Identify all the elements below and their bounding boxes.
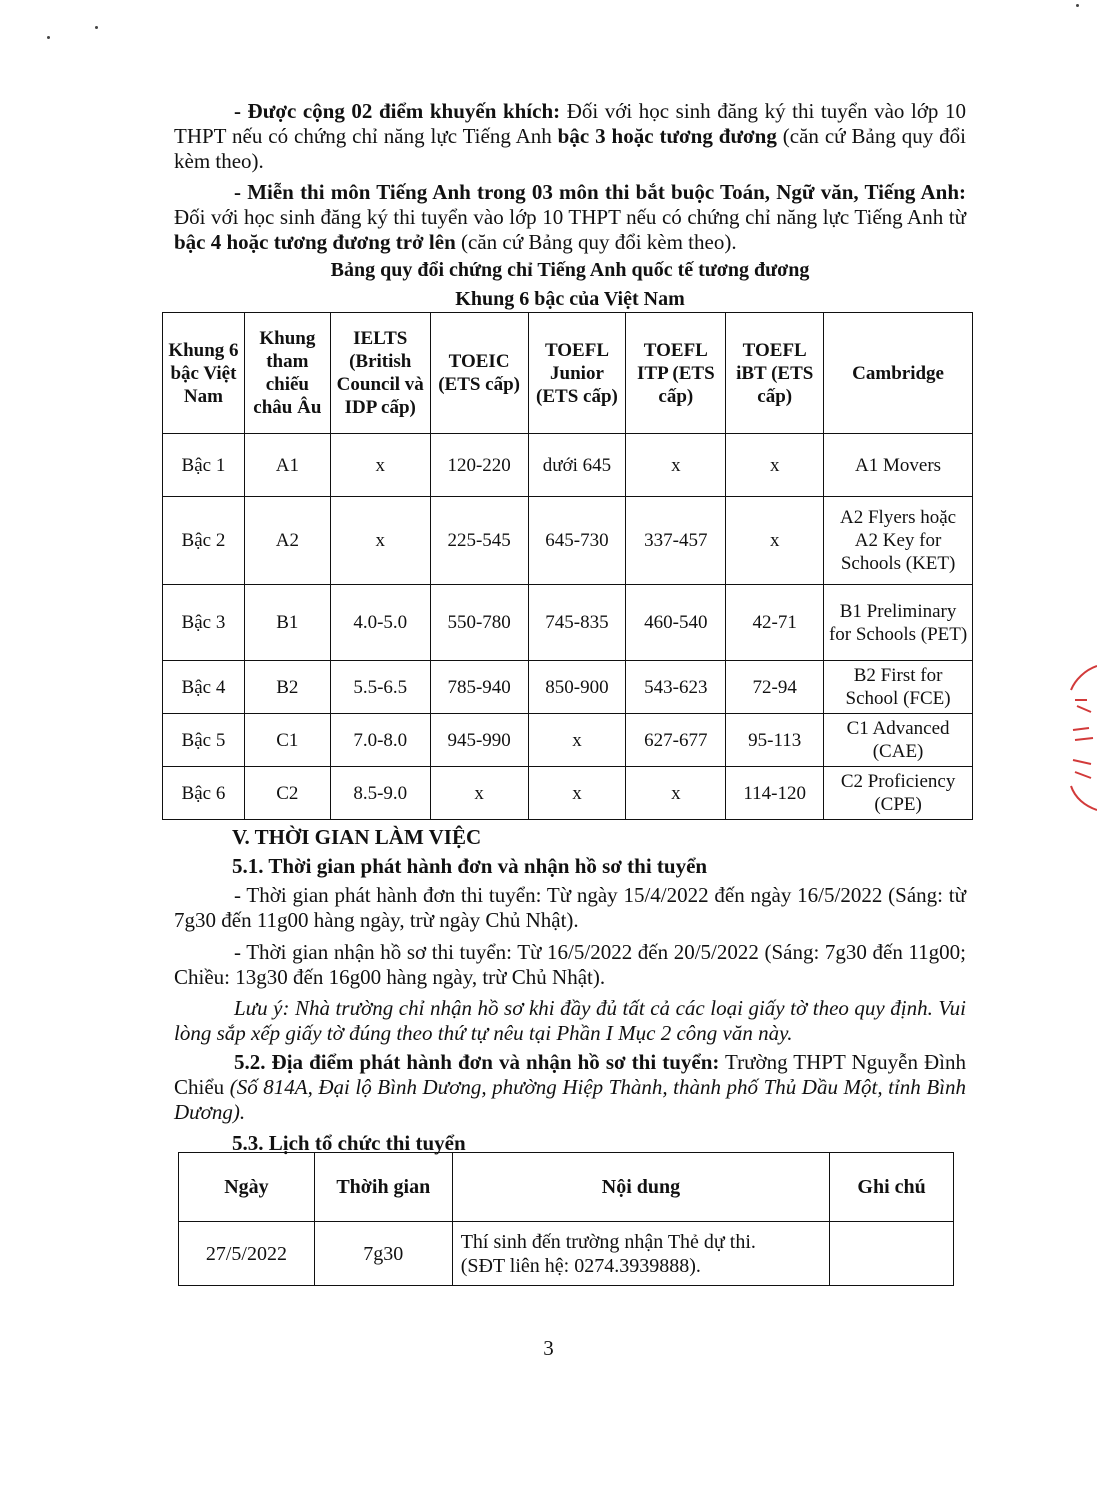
- table-cell: 120-220: [430, 434, 528, 497]
- content-line: Thí sinh đến trường nhận Thẻ dự thi.: [460, 1230, 756, 1253]
- table-cell: x: [528, 767, 626, 820]
- table-cell: B2: [244, 661, 330, 714]
- table-title-line1: Bảng quy đổi chứng chỉ Tiếng Anh quốc tế tương đương: [330, 259, 810, 281]
- header-cell: TOEFL ITP (ETS cấp): [626, 313, 726, 434]
- page-number: 3: [543, 1336, 554, 1360]
- table-cell: 225-545: [430, 497, 528, 585]
- stamp-fragment-icon: [1057, 660, 1097, 820]
- table-cell: B1: [244, 585, 330, 661]
- table-cell: B1 Preliminary for Schools (PET): [824, 585, 973, 661]
- table-cell: 745-835: [528, 585, 626, 661]
- table-cell: 543-623: [626, 661, 726, 714]
- table-cell: x: [626, 767, 726, 820]
- section-5-3-title: 5.3. Lịch tổ chức thi tuyển: [232, 1131, 466, 1155]
- table-cell: x: [726, 434, 824, 497]
- table-cell: 72-94: [726, 661, 824, 714]
- paragraph-bonus-points: - Được cộng 02 điểm khuyến khích: Đối với học sinh đăng ký thi tuyển vào lớp 10 THPT nếu có chứng chỉ năng lực Tiếng Anh bậc 3 hoặc tương đương (căn cứ Bảng quy đổi kèm theo).: [174, 99, 966, 173]
- paragraph-exemption: - Miễn thi môn Tiếng Anh trong 03 môn thi bắt buộc Toán, Ngữ văn, Tiếng Anh: Đối với học sinh đăng ký thi tuyển vào lớp 10 THPT nếu có chứng chỉ năng lực Tiếng Anh từ bậc 4 hoặc tương đương trở lên (căn cứ Bảng quy đổi kèm theo).: [174, 180, 966, 254]
- table-cell: 8.5-9.0: [330, 767, 430, 820]
- table-row: [179, 1222, 954, 1286]
- table-cell: 337-457: [626, 497, 726, 585]
- header-cell-note: Ghi chú: [830, 1153, 954, 1222]
- table-cell: Bậc 3: [163, 585, 245, 661]
- table-cell: 627-677: [626, 714, 726, 767]
- header-cell-time: Thờih gian: [314, 1153, 452, 1222]
- table-cell: Bậc 4: [163, 661, 245, 714]
- header-cell: Cambridge: [824, 313, 973, 434]
- scan-speck: [47, 36, 50, 39]
- table-cell: 460-540: [626, 585, 726, 661]
- table-header-row: [163, 313, 973, 434]
- table-cell: C2 Proficiency (CPE): [824, 767, 973, 820]
- header-cell: TOEIC (ETS cấp): [430, 313, 528, 434]
- date-cell: 27/5/2022: [179, 1222, 315, 1286]
- table-cell: x: [330, 497, 430, 585]
- table-cell: dưới 645: [528, 434, 626, 497]
- table-cell: 785-940: [430, 661, 528, 714]
- table-cell: A2: [244, 497, 330, 585]
- table-row: [163, 585, 973, 661]
- section-5-1-title: 5.1. Thời gian phát hành đơn và nhận hồ sơ thi tuyển: [232, 854, 708, 878]
- table-cell: x: [330, 434, 430, 497]
- header-cell: IELTS (British Council và IDP cấp): [330, 313, 430, 434]
- table-cell: 95-113: [726, 714, 824, 767]
- paragraph-receive-time: - Thời gian nhận hồ sơ thi tuyển: Từ 16/5/2022 đến 20/5/2022 (Sáng: 7g30 đến 11g00; Chiều: 13g30 đến 16g00 hàng ngày, trừ Chủ Nhật).: [174, 940, 966, 989]
- table-cell: x: [430, 767, 528, 820]
- scan-speck: [1076, 4, 1079, 7]
- table-row: [163, 497, 973, 585]
- table-cell: A1: [244, 434, 330, 497]
- table-cell: 850-900: [528, 661, 626, 714]
- table-cell: B2 First for School (FCE): [824, 661, 973, 714]
- table-header-row: [179, 1153, 954, 1222]
- conversion-table: [162, 312, 973, 820]
- paragraph-issue-time: - Thời gian phát hành đơn thi tuyển: Từ ngày 15/4/2022 đến ngày 16/5/2022 (Sáng: từ 7g30 đến 11g00 hàng ngày, trừ ngày Chủ Nhật).: [174, 883, 966, 932]
- header-cell: Khung tham chiếu châu Âu: [244, 313, 330, 434]
- table-cell: A1 Movers: [824, 434, 973, 497]
- section-v-title: V. THỜI GIAN LÀM VIỆC: [232, 825, 482, 849]
- table-row: [163, 661, 973, 714]
- table-cell: x: [626, 434, 726, 497]
- content-cell: [452, 1222, 829, 1286]
- note-cell: [830, 1222, 954, 1286]
- table-row: [163, 767, 973, 820]
- table-cell: Bậc 1: [163, 434, 245, 497]
- header-cell-content: Nội dung: [452, 1153, 829, 1222]
- paragraph-location: 5.2. Địa điểm phát hành đơn và nhận hồ sơ thi tuyển: Trường THPT Nguyễn Đình Chiểu (Số 814A, Đại lộ Bình Dương, phường Hiệp Thành, thành phố Thủ Dầu Một, tỉnh Bình Dương).: [174, 1050, 966, 1124]
- table-cell: 550-780: [430, 585, 528, 661]
- table-cell: Bậc 5: [163, 714, 245, 767]
- table-cell: x: [726, 497, 824, 585]
- header-cell-date: Ngày: [179, 1153, 315, 1222]
- table-cell: A2 Flyers hoặc A2 Key for Schools (KET): [824, 497, 973, 585]
- table-cell: Bậc 2: [163, 497, 245, 585]
- table-cell: C1 Advanced (CAE): [824, 714, 973, 767]
- table-cell: Bậc 6: [163, 767, 245, 820]
- table-title-line2: Khung 6 bậc của Việt Nam: [455, 288, 685, 310]
- paragraph-note: Lưu ý: Nhà trường chỉ nhận hồ sơ khi đầy đủ tất cả các loại giấy tờ theo quy định. Vui lòng sắp xếp giấy tờ đúng theo thứ tự nêu tại Phần I Mục 2 công văn này.: [174, 996, 966, 1045]
- table-cell: C1: [244, 714, 330, 767]
- table-row: [163, 434, 973, 497]
- time-cell: 7g30: [314, 1222, 452, 1286]
- table-cell: 945-990: [430, 714, 528, 767]
- schedule-table: [178, 1152, 954, 1286]
- scan-speck: [95, 26, 98, 29]
- table-cell: 645-730: [528, 497, 626, 585]
- table-row: [163, 714, 973, 767]
- header-cell: TOEFL Junior (ETS cấp): [528, 313, 626, 434]
- header-cell: Khung 6 bậc Việt Nam: [163, 313, 245, 434]
- table-cell: 5.5-6.5: [330, 661, 430, 714]
- content-line: (SĐT liên hệ: 0274.3939888).: [460, 1254, 701, 1277]
- table-cell: 7.0-8.0: [330, 714, 430, 767]
- table-cell: 114-120: [726, 767, 824, 820]
- header-cell: TOEFL iBT (ETS cấp): [726, 313, 824, 434]
- table-cell: 4.0-5.0: [330, 585, 430, 661]
- table-cell: x: [528, 714, 626, 767]
- table-cell: 42-71: [726, 585, 824, 661]
- table-cell: C2: [244, 767, 330, 820]
